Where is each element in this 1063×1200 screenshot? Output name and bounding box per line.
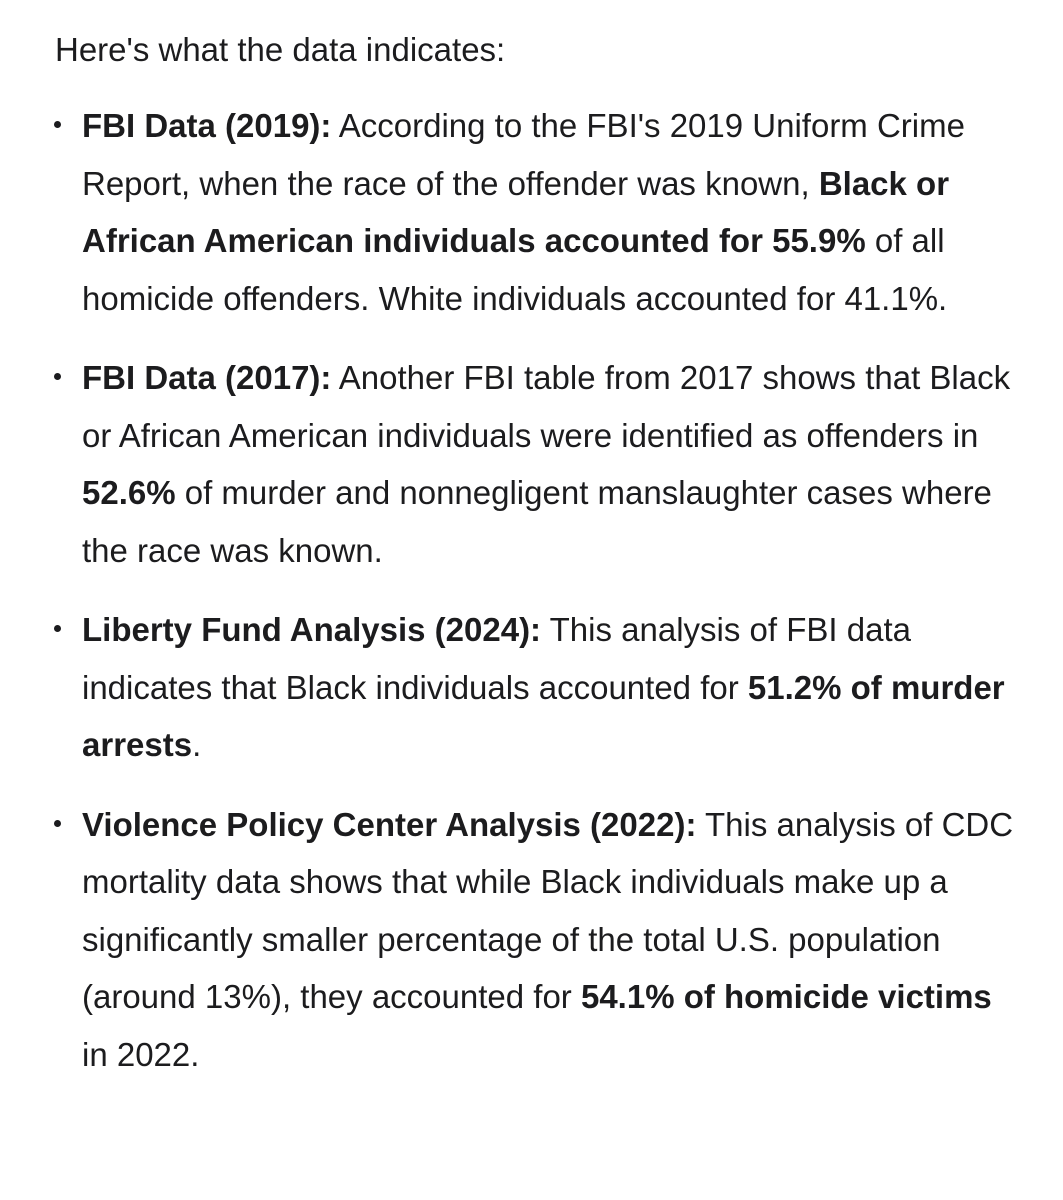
bullet-icon: [54, 373, 61, 380]
item-emphasis: 51.2% of murder arrests: [82, 668, 1005, 763]
list-item: [0, 97, 1063, 327]
item-heading: Violence Policy Center Analysis (2022):: [82, 805, 697, 843]
list-item: [0, 796, 1063, 1084]
item-text: in 2022.: [82, 1035, 200, 1073]
item-emphasis: Black or African American individuals accounted for 55.9%: [82, 164, 950, 259]
item-emphasis: 52.6%: [82, 474, 176, 511]
intro-text: Here's what the data indicates:: [55, 31, 506, 68]
bullet-list: [0, 97, 1063, 1105]
item-text: of all homicide offenders. White individuals accounted for 41.1%.: [82, 222, 948, 317]
item-heading: Liberty Fund Analysis (2024):: [82, 611, 542, 648]
item-text: According to the FBI's 2019 Uniform Crime Report, when the race of the offender was known,: [82, 107, 965, 202]
bullet-icon: [54, 820, 61, 827]
item-heading: FBI Data (2019):: [82, 107, 332, 144]
item-heading: FBI Data (2017):: [82, 359, 332, 396]
bullet-icon: [54, 121, 61, 128]
item-text: .: [192, 726, 202, 763]
item-text: of murder and nonnegligent manslaughter cases where the race was known.: [82, 474, 992, 569]
list-item: [0, 601, 1063, 774]
item-text: This analysis of FBI data indicates that Black individuals accounted for: [82, 611, 911, 706]
item-text: This analysis of CDC mortality data shows that while Black individuals make up a significantly smaller percentage of the total U.S. population (around 13%), they accounted for: [82, 805, 1014, 1015]
list-item: [0, 349, 1063, 579]
bullet-icon: [54, 625, 61, 632]
item-text: Another FBI table from 2017 shows that Black or African American individuals were identified as offenders in: [82, 359, 1011, 454]
item-emphasis: 54.1% of homicide victims: [580, 978, 992, 1015]
